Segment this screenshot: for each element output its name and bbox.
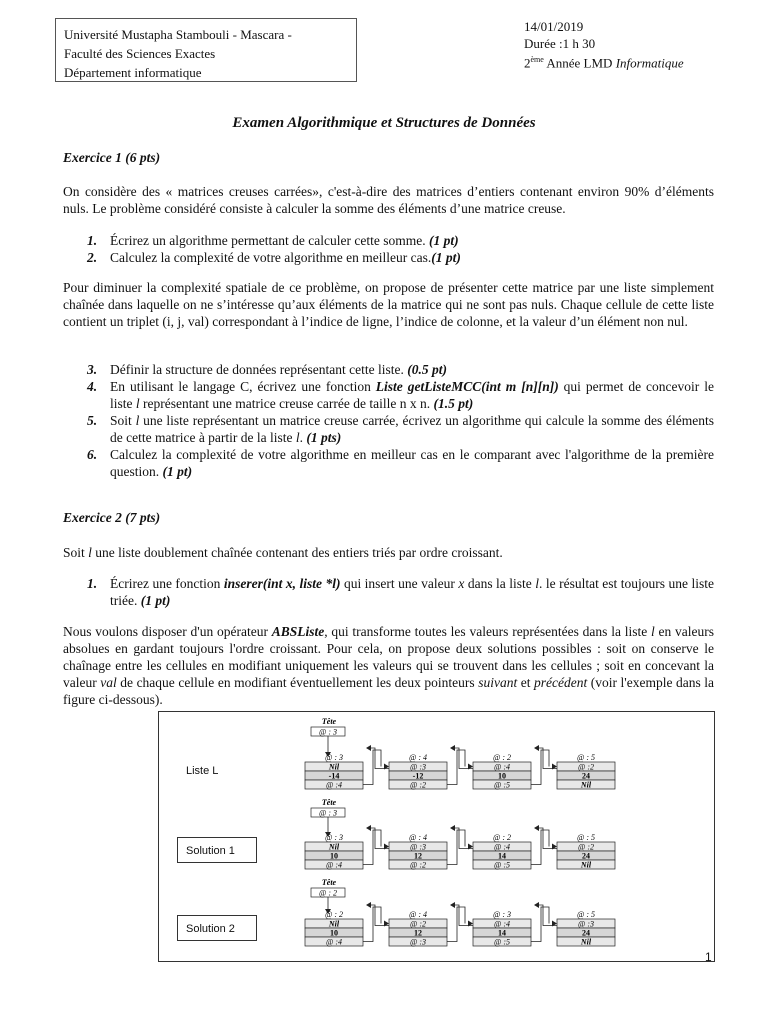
- backward-link-tip: [366, 825, 371, 831]
- forward-link: [531, 830, 549, 865]
- question-6-number: 6.: [87, 447, 98, 462]
- cell-prev: @ :2: [577, 762, 595, 772]
- department-name: Département informatique: [64, 65, 202, 80]
- backward-link-tip: [450, 745, 455, 751]
- exam-duration: Durée :1 h 30: [524, 35, 596, 51]
- cell-prev: @ :2: [409, 919, 427, 929]
- question-2-text: Calculez la complexité de votre algorithme en meilleur cas.(1 pt): [110, 250, 461, 265]
- backward-link-tip: [366, 902, 371, 908]
- question-5-number: 5.: [87, 413, 98, 428]
- header-institution: [64, 25, 292, 82]
- cell-next: @ :5: [493, 937, 511, 947]
- question-3-number: 3.: [87, 362, 98, 377]
- cell-next: @ :5: [493, 860, 511, 870]
- linked-list-figure: [158, 711, 715, 962]
- cell-next: @ :3: [409, 937, 427, 947]
- cell-next: Nil: [580, 937, 592, 947]
- cell-value: 10: [330, 928, 338, 938]
- cell-value: 10: [498, 771, 506, 781]
- forward-link: [363, 907, 381, 942]
- cell-address: @ : 4: [408, 910, 428, 919]
- exercise-2-paragraph: Nous voulons disposer d'un opérateur ABSListe, qui transforme toutes les valeurs représentées dans la liste l en valeurs absolues en gardant toujours l'ordre croissant. Pour cela, on propose deux solutions possibles : soit on conserve le chaînage entre les cellules en modifiant uniquement les valeurs qui se trouvent dans les cellules ; soit en concevant la valeur val de chaque cellule en modifiant éventuellement les deux pointeurs suivant et précédent (voir l'exemple dans la figure ci-dessous).: [63, 624, 715, 707]
- question-4-text: En utilisant le langage C, écrivez une fonction Liste getListeMCC(int m [n][n]) qui permet de concevoir le liste l représentant une matrice creuse carrée de taille n x n. (1.5 pt): [110, 379, 714, 411]
- cell-value: 14: [498, 851, 506, 861]
- forward-link: [363, 830, 381, 865]
- cell-address: @ : 2: [492, 833, 512, 842]
- cell-prev: @ :4: [493, 919, 511, 929]
- exercise-1-title: Exercice 1 (6 pts): [63, 150, 161, 165]
- question-1-text: Écrirez un algorithme permettant de calculer cette somme. (1 pt): [110, 233, 459, 248]
- cell-value: 24: [582, 851, 590, 861]
- exam-level: 2ème Année LMD Informatique: [524, 55, 684, 71]
- cell-prev: Nil: [328, 919, 340, 929]
- cell-value: 12: [414, 928, 422, 938]
- exercise-1-intro: On considère des « matrices creuses carrées», c'est-à-dire des matrices d’entiers contenant environ 90% d’éléments nuls. Le problème considéré consiste à calculer la somme des éléments d’une matrice creuse.: [63, 184, 714, 216]
- faculty-name: Faculté des Sciences Exactes: [64, 46, 216, 61]
- cell-address: @ : 2: [324, 910, 344, 919]
- label-solution-2: Solution 2: [177, 915, 257, 941]
- exercise-2-intro: Soit l une liste doublement chaînée contenant des entiers triés par ordre croissant.: [63, 545, 503, 560]
- head-pointer-value: @ : 2: [318, 888, 338, 898]
- forward-link: [447, 830, 465, 865]
- cell-next: @ :5: [493, 780, 511, 790]
- forward-link: [447, 750, 465, 785]
- cell-next: Nil: [580, 860, 592, 870]
- cell-value: 12: [414, 851, 422, 861]
- cell-prev: Nil: [328, 762, 340, 772]
- head-label: Tête: [321, 798, 337, 807]
- cell-prev: Nil: [328, 842, 340, 852]
- question-1-number: 1.: [87, 233, 98, 248]
- head-pointer-value: @ : 3: [318, 727, 338, 737]
- cell-value: 10: [330, 851, 338, 861]
- cell-value: -12: [412, 771, 424, 781]
- forward-link: [531, 907, 549, 942]
- exam-date: 14/01/2019: [524, 19, 584, 34]
- backward-link-tip: [534, 902, 539, 908]
- question-2-number: 2.: [87, 250, 98, 265]
- backward-link-tip: [534, 745, 539, 751]
- forward-link: [363, 750, 381, 785]
- cell-prev: @ :3: [409, 842, 427, 852]
- backward-link-tip: [450, 825, 455, 831]
- cell-value: -14: [328, 771, 340, 781]
- cell-address: @ : 5: [576, 753, 596, 762]
- cell-next: @ :4: [325, 780, 343, 790]
- cell-address: @ : 3: [324, 753, 344, 762]
- cell-prev: @ :4: [493, 842, 511, 852]
- backward-link-tip: [366, 745, 371, 751]
- cell-address: @ : 4: [408, 833, 428, 842]
- question-6-text: Calculez la complexité de votre algorithme en meilleur cas en le comparant avec l'algorithme de la première question. (1 pt): [110, 447, 714, 479]
- cell-value: 24: [582, 771, 590, 781]
- cell-prev: @ :2: [577, 842, 595, 852]
- label-solution-1: Solution 1: [177, 837, 257, 863]
- university-name: Université Mustapha Stambouli - Mascara -: [64, 27, 292, 42]
- question-4-number: 4.: [87, 379, 98, 394]
- cell-next: @ :2: [409, 860, 427, 870]
- cell-prev: @ :3: [409, 762, 427, 772]
- backward-link-tip: [534, 825, 539, 831]
- cell-prev: @ :4: [493, 762, 511, 772]
- cell-address: @ : 4: [408, 753, 428, 762]
- cell-next: Nil: [580, 780, 592, 790]
- linked-list-diagram: [159, 712, 714, 961]
- cell-value: 14: [498, 928, 506, 938]
- header-exam-info: [524, 19, 684, 72]
- cell-next: @ :4: [325, 937, 343, 947]
- exam-title: Examen Algorithmique et Structures de Données: [232, 115, 536, 131]
- cell-address: @ : 5: [576, 833, 596, 842]
- head-pointer-value: @ : 3: [318, 808, 338, 818]
- cell-next: @ :4: [325, 860, 343, 870]
- head-label: Tête: [321, 878, 337, 887]
- forward-link: [447, 907, 465, 942]
- head-label: Tête: [321, 717, 337, 726]
- exercise-2-question-1-text: Écrirez une fonction inserer(int x, liste *l) qui insert une valeur x dans la liste l. le résultat est toujours une liste triée. (1 pt): [110, 576, 714, 608]
- cell-next: @ :2: [409, 780, 427, 790]
- cell-prev: @ :3: [577, 919, 595, 929]
- backward-link-tip: [450, 902, 455, 908]
- cell-address: @ : 5: [576, 910, 596, 919]
- exercise-1-paragraph-2: Pour diminuer la complexité spatiale de ce problème, on propose de présenter cette matrice par une liste simplement chaînée dans laquelle on ne s’intéresse qu’aux éléments de la matrice qui ne sont pas nuls. Chaque cellule de cette liste contient un triplet (i, j, val) correspondant à l’indice de ligne, l’indice de colonne, et la valeur d’un élément non nul.: [63, 280, 714, 329]
- cell-address: @ : 3: [324, 833, 344, 842]
- cell-address: @ : 2: [492, 753, 512, 762]
- cell-address: @ : 3: [492, 910, 512, 919]
- question-5-text: Soit l une liste représentant un matrice creuse carrée, écrivez un algorithme qui calcule la somme des éléments de cette matrice à partir de la liste l. (1 pts): [110, 413, 714, 445]
- cell-value: 24: [582, 928, 590, 938]
- exercise-2-question-1-number: 1.: [87, 576, 98, 591]
- exercise-2-title: Exercice 2 (7 pts): [63, 510, 161, 525]
- forward-link: [531, 750, 549, 785]
- question-3-text: Définir la structure de données représentant cette liste. (0.5 pt): [110, 362, 448, 377]
- page-number: 1: [705, 950, 712, 964]
- label-liste-l: Liste L: [186, 765, 219, 777]
